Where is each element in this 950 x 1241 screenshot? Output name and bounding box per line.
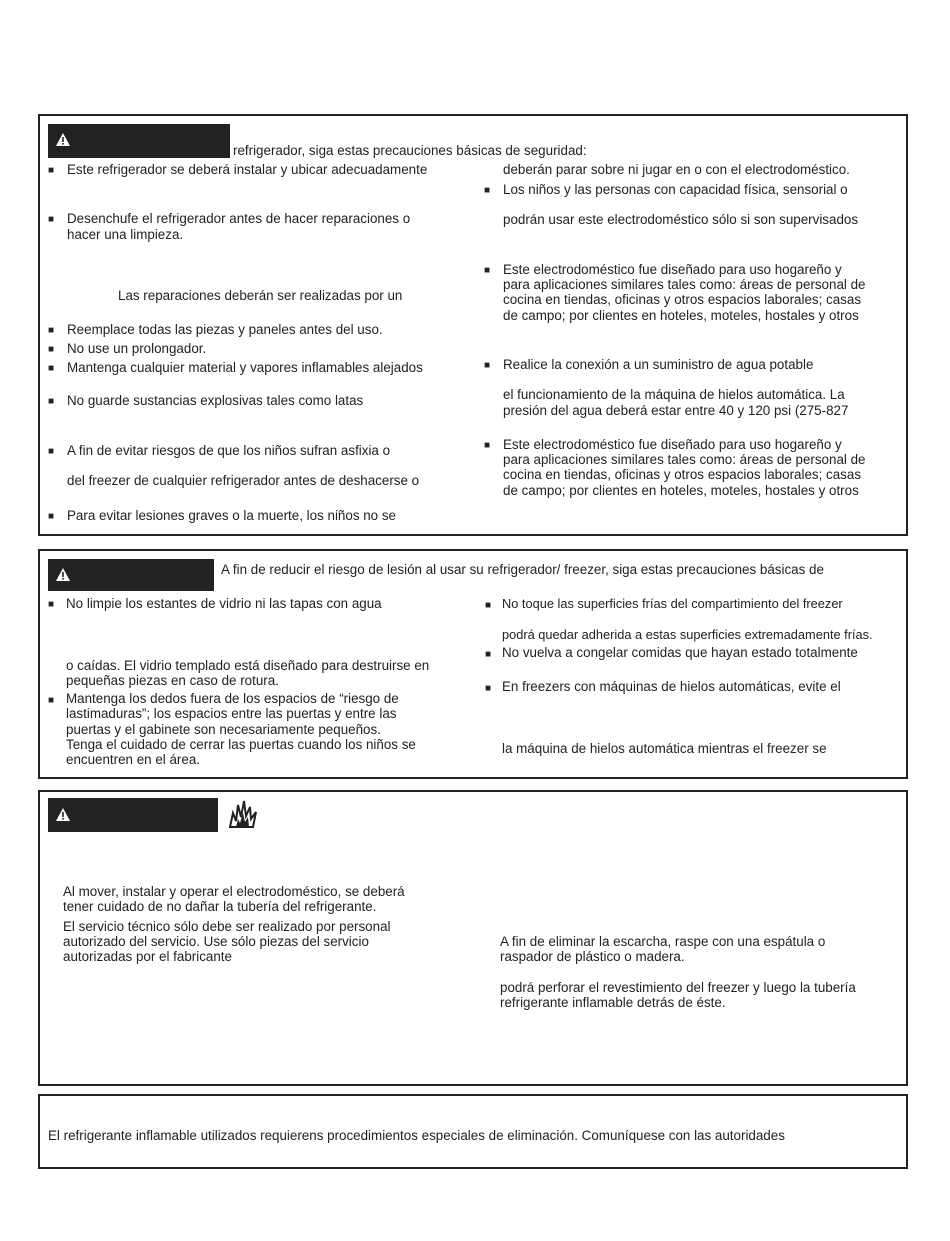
list-item-text: No toque las superficies frías del compartimiento del freezer bbox=[502, 596, 843, 611]
list-item-text: cocina en tiendas, oficinas y otros espacios laborales; casas bbox=[503, 292, 862, 307]
list-item-text: Los niños y las personas con capacidad física, sensorial o bbox=[503, 182, 848, 197]
paragraph-text: Al mover, instalar y operar el electrodoméstico, se deberá bbox=[63, 884, 405, 899]
list-item-text: Realice la conexión a un suministro de agua potable bbox=[503, 357, 814, 372]
box-intro-text: refrigerador, siga estas precauciones básicas de seguridad: bbox=[233, 143, 587, 158]
list-item-text: En freezers con máquinas de hielos automáticas, evite el bbox=[502, 679, 841, 694]
disposal-notice-box bbox=[38, 1094, 908, 1169]
list-item-text: podrá quedar adherida a estas superficies extremadamente frías. bbox=[502, 627, 873, 642]
bullet-icon: ■ bbox=[48, 325, 55, 336]
list-item-text: de campo; por clientes en hoteles, moteles, hostales y otros bbox=[503, 483, 859, 498]
list-item-text: No limpie los estantes de vidrio ni las tapas con agua bbox=[66, 596, 382, 611]
paragraph-text: refrigerante inflamable detrás de éste. bbox=[500, 995, 726, 1010]
list-item-text: A fin de evitar riesgos de que los niños sufran asfixia o bbox=[67, 443, 391, 458]
box-intro-text: A fin de reducir el riesgo de lesión al usar su refrigerador/ freezer, siga estas precauciones básicas de bbox=[221, 562, 824, 577]
bullet-icon: ■ bbox=[48, 363, 55, 374]
warning-triangle-icon bbox=[56, 808, 70, 821]
bullet-icon: ■ bbox=[48, 695, 55, 706]
list-item-text: podrán usar este electrodoméstico sólo si son supervisados bbox=[503, 212, 859, 227]
list-item-text: No use un prolongador. bbox=[67, 341, 207, 356]
list-item-text: No guarde sustancias explosivas tales como latas bbox=[67, 393, 364, 408]
paragraph-text: tener cuidado de no dañar la tubería del refrigerante. bbox=[63, 899, 377, 914]
list-item-text: cocina en tiendas, oficinas y otros espacios laborales; casas bbox=[503, 467, 862, 482]
warning-label-bar bbox=[48, 798, 218, 832]
bullet-icon: ■ bbox=[485, 600, 492, 611]
bullet-icon: ■ bbox=[485, 649, 492, 660]
list-item-text: Mantenga los dedos fuera de los espacios de “riesgo de bbox=[66, 691, 399, 706]
list-item-text: pequeñas piezas en caso de rotura. bbox=[66, 673, 279, 688]
list-item-text: No vuelva a congelar comidas que hayan estado totalmente bbox=[502, 645, 858, 660]
paragraph-text: A fin de eliminar la escarcha, raspe con una espátula o bbox=[500, 934, 826, 949]
list-item-text: Este electrodoméstico fue diseñado para uso hogareño y bbox=[503, 262, 842, 277]
bullet-icon: ■ bbox=[484, 440, 491, 451]
warning-triangle-icon bbox=[56, 568, 70, 581]
list-item-text: para aplicaciones similares tales como: áreas de personal de bbox=[503, 452, 866, 467]
safety-box-general bbox=[38, 114, 908, 536]
list-item-text: Desenchufe el refrigerador antes de hacer reparaciones o bbox=[67, 211, 411, 226]
warning-label-bar bbox=[48, 124, 230, 158]
bullet-icon: ■ bbox=[484, 265, 491, 276]
paragraph-text: podrá perforar el revestimiento del freezer y luego la tubería bbox=[500, 980, 856, 995]
list-item-text: Reemplace todas las piezas y paneles antes del uso. bbox=[67, 322, 383, 337]
paragraph-text: El servicio técnico sólo debe ser realizado por personal bbox=[63, 919, 391, 934]
bullet-icon: ■ bbox=[485, 683, 492, 694]
list-item-text: hacer una limpieza. bbox=[67, 227, 184, 242]
list-item-text: lastimaduras”; los espacios entre las puertas y entre las bbox=[66, 706, 397, 721]
bullet-icon: ■ bbox=[484, 360, 491, 371]
list-item-text: Mantenga cualquier material y vapores inflamables alejados bbox=[67, 360, 423, 375]
bullet-icon: ■ bbox=[48, 396, 55, 407]
paragraph-text: autorizadas por el fabricante bbox=[63, 949, 232, 964]
bullet-icon: ■ bbox=[484, 185, 491, 196]
caution-label-bar bbox=[48, 559, 214, 591]
warning-triangle-icon bbox=[56, 133, 70, 146]
paragraph-text: autorizado del servicio. Use sólo piezas del servicio bbox=[63, 934, 369, 949]
list-item-text: para aplicaciones similares tales como: áreas de personal de bbox=[503, 277, 866, 292]
bullet-icon: ■ bbox=[48, 344, 55, 355]
disposal-text: El refrigerante inflamable utilizados requierens procedimientos especiales de eliminación. Comuníquese con las autoridades bbox=[48, 1128, 785, 1143]
list-item-text: Tenga el cuidado de cerrar las puertas cuando los niños se bbox=[66, 737, 416, 752]
list-item-text: el funcionamiento de la máquina de hielos automática. La bbox=[503, 387, 845, 402]
list-item-text: Para evitar lesiones graves o la muerte, los niños no se bbox=[67, 508, 396, 523]
list-item-text: encuentren en el área. bbox=[66, 752, 201, 767]
bullet-icon: ■ bbox=[48, 511, 55, 522]
list-item-text: presión del agua deberá estar entre 40 y 120 psi (275-827 bbox=[503, 403, 849, 418]
list-item-text: Este electrodoméstico fue diseñado para uso hogareño y bbox=[503, 437, 842, 452]
paragraph-text: raspador de plástico o madera. bbox=[500, 949, 685, 964]
bullet-icon: ■ bbox=[48, 446, 55, 457]
bullet-icon: ■ bbox=[48, 165, 55, 176]
bullet-icon: ■ bbox=[48, 599, 55, 610]
safety-box-injury bbox=[38, 549, 908, 779]
list-item-text: de campo; por clientes en hoteles, moteles, hostales y otros bbox=[503, 308, 859, 323]
bullet-icon: ■ bbox=[48, 214, 55, 225]
list-item-text: deberán parar sobre ni jugar en o con el electrodoméstico. bbox=[503, 162, 850, 177]
flammable-explosion-icon bbox=[227, 799, 259, 829]
safety-box-flammable bbox=[38, 790, 908, 1086]
list-item-text: o caídas. El vidrio templado está diseñado para destruirse en bbox=[66, 658, 430, 673]
paragraph-text: Las reparaciones deberán ser realizadas por un bbox=[118, 288, 403, 303]
list-item-text: la máquina de hielos automática mientras el freezer se bbox=[502, 741, 827, 756]
list-item-text: puertas y el gabinete son necesariamente pequeños. bbox=[66, 722, 381, 737]
list-item-text: del freezer de cualquier refrigerador antes de deshacerse o bbox=[67, 473, 420, 488]
list-item-text: Este refrigerador se deberá instalar y ubicar adecuadamente bbox=[67, 162, 428, 177]
